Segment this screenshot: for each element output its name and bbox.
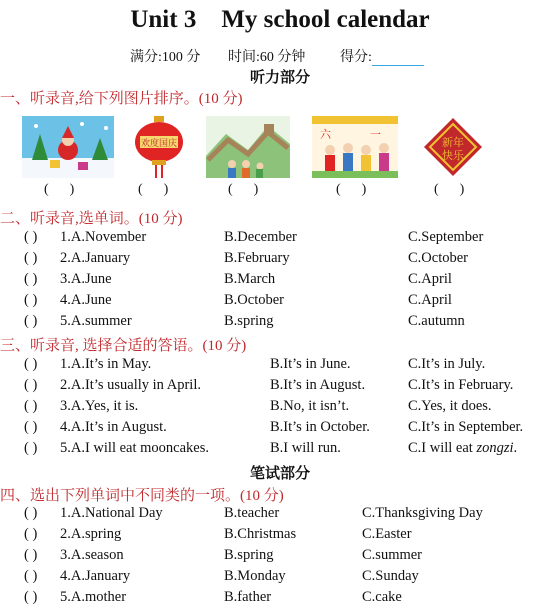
answer-paren[interactable]: ( ) <box>24 250 38 266</box>
option-c: C.summer <box>362 547 423 563</box>
option-c: C.April <box>408 271 452 287</box>
question-row <box>0 589 560 609</box>
answer-paren[interactable]: ( ) <box>24 229 38 245</box>
option-b: B.It’s in October. <box>270 419 370 435</box>
option-a: 2.A.spring <box>60 526 122 542</box>
answer-paren[interactable]: ( ) <box>24 419 38 435</box>
question-row <box>0 356 560 376</box>
picture-paren[interactable]: ( ) <box>44 182 75 197</box>
option-c <box>408 440 517 457</box>
answer-paren[interactable]: ( ) <box>24 568 38 584</box>
section3-title: 三、听录音, 选择合适的答语。(10 分) <box>0 338 247 354</box>
answer-paren[interactable]: ( ) <box>24 526 38 542</box>
question-row <box>0 505 560 525</box>
option-b: B.March <box>224 271 276 287</box>
option-c-end: . <box>513 440 518 456</box>
option-c: C.autumn <box>408 313 465 329</box>
svg-text:欢度国庆: 欢度国庆 <box>140 139 178 149</box>
option-c: C.cake <box>362 589 402 605</box>
question-row <box>0 568 560 588</box>
option-a: 4.A.It’s in August. <box>60 419 167 435</box>
answer-paren[interactable]: ( ) <box>24 313 38 329</box>
answer-paren[interactable]: ( ) <box>24 377 38 393</box>
option-a: 2.A.January <box>60 250 131 266</box>
option-b: B.Christmas <box>224 526 297 542</box>
question-row <box>0 229 560 249</box>
option-a: 5.A.summer <box>60 313 132 329</box>
option-b: B.teacher <box>224 505 280 521</box>
option-c: C.Sunday <box>362 568 419 584</box>
option-b: B.It’s in June. <box>270 356 351 372</box>
option-a: 5.A.mother <box>60 589 127 605</box>
option-a: 3.A.June <box>60 271 112 287</box>
question-row <box>0 419 560 439</box>
option-a: 5.A.I will eat mooncakes. <box>60 440 209 456</box>
section4-title: 四、选出下列单词中不同类的一项。(10 分) <box>0 488 284 504</box>
spring-festival-picture <box>420 116 486 178</box>
score-label-text: 得分: <box>340 50 372 65</box>
option-b: B.No, it isn’t. <box>270 398 350 414</box>
section1-title: 一、听录音,给下列图片排序。(10 分) <box>0 91 243 107</box>
option-a: 2.A.It’s usually in April. <box>60 377 201 393</box>
option-c: C.It’s in September. <box>408 419 524 435</box>
question-row <box>0 547 560 567</box>
option-b: B.Monday <box>224 568 286 584</box>
question-row <box>0 440 560 460</box>
great-wall-picture <box>206 116 290 178</box>
answer-paren[interactable]: ( ) <box>24 505 38 521</box>
option-c: C.It’s in July. <box>408 356 486 372</box>
question-row <box>0 271 560 291</box>
picture-paren[interactable]: ( ) <box>138 182 169 197</box>
option-b: B.December <box>224 229 297 245</box>
option-c: C.It’s in February. <box>408 377 514 393</box>
question-row <box>0 377 560 397</box>
question-row <box>0 250 560 270</box>
option-c: C.Easter <box>362 526 412 542</box>
option-b: B.October <box>224 292 284 308</box>
option-b: B.spring <box>224 313 274 329</box>
national-day-lantern-picture <box>130 116 188 178</box>
answer-paren[interactable]: ( ) <box>24 356 38 372</box>
childrens-day-picture <box>312 116 398 178</box>
writing-part-title: 笔试部分 <box>249 466 310 482</box>
score-blank[interactable] <box>372 51 424 66</box>
christmas-picture <box>22 116 114 178</box>
option-a: 3.A.season <box>60 547 124 563</box>
picture-paren[interactable]: ( ) <box>336 182 367 197</box>
option-a: 4.A.June <box>60 292 112 308</box>
full-score: 满分:100 分 <box>130 50 201 65</box>
option-c-text: C.I will eat <box>408 440 477 456</box>
question-row <box>0 292 560 312</box>
option-b: B.February <box>224 250 290 266</box>
listening-part-title: 听力部分 <box>249 70 310 86</box>
option-b: B.spring <box>224 547 274 563</box>
picture-paren[interactable]: ( ) <box>434 182 465 197</box>
answer-paren[interactable]: ( ) <box>24 440 38 456</box>
svg-text:六: 六 <box>320 128 331 141</box>
option-b: B.father <box>224 589 272 605</box>
option-b: B.I will run. <box>270 440 341 456</box>
option-a: 1.A.National Day <box>60 505 163 521</box>
option-a: 1.A.November <box>60 229 147 245</box>
picture-row <box>0 116 560 182</box>
svg-text:新年: 新年 <box>442 136 464 149</box>
option-c: C.April <box>408 292 452 308</box>
option-b: B.It’s in August. <box>270 377 366 393</box>
option-c: C.Thanksgiving Day <box>362 505 483 521</box>
svg-text:快乐: 快乐 <box>442 149 464 162</box>
section2-title: 二、听录音,选单词。(10 分) <box>0 211 183 227</box>
answer-paren[interactable]: ( ) <box>24 589 38 605</box>
option-a: 3.A.Yes, it is. <box>60 398 139 414</box>
page-title: Unit 3 My school calendar <box>130 6 430 33</box>
option-a: 1.A.It’s in May. <box>60 356 152 372</box>
option-c: C.Yes, it does. <box>408 398 492 414</box>
question-row <box>0 526 560 546</box>
answer-paren[interactable]: ( ) <box>24 547 38 563</box>
answer-paren[interactable]: ( ) <box>24 292 38 308</box>
option-c: C.September <box>408 229 484 245</box>
svg-text:一: 一 <box>370 128 381 141</box>
answer-paren[interactable]: ( ) <box>24 271 38 287</box>
question-row <box>0 313 560 333</box>
answer-paren[interactable]: ( ) <box>24 398 38 414</box>
time-limit: 时间:60 分钟 <box>228 50 306 65</box>
picture-paren[interactable]: ( ) <box>228 182 259 197</box>
option-a: 4.A.January <box>60 568 131 584</box>
option-c: C.October <box>408 250 468 266</box>
score-label <box>340 46 424 66</box>
question-row <box>0 398 560 418</box>
option-c-italic: zongzi <box>476 440 514 456</box>
